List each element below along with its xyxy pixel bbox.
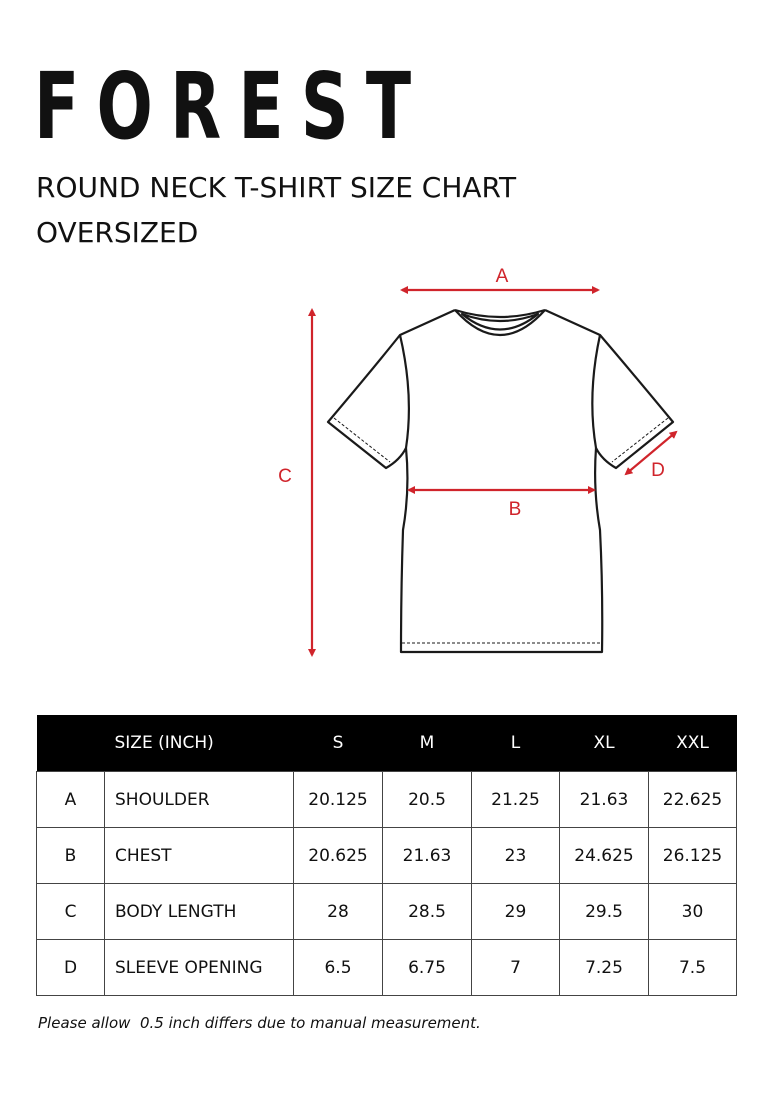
measurement-arrows (312, 290, 676, 655)
chart-title: ROUND NECK T-SHIRT SIZE CHART (36, 171, 517, 204)
cell-value: 28.5 (383, 884, 472, 940)
cell-value: 21.25 (472, 772, 560, 828)
row-code: C (37, 884, 105, 940)
label-d: D (651, 460, 665, 481)
header-size-s: S (294, 715, 383, 772)
cell-value: 28 (294, 884, 383, 940)
cell-value: 20.625 (294, 828, 383, 884)
measurement-disclaimer: Please allow 0.5 inch differs due to manual measurement. (38, 1014, 481, 1032)
table-row (37, 940, 737, 996)
header-code (37, 715, 105, 772)
cell-value: 29.5 (560, 884, 649, 940)
cell-value: 21.63 (560, 772, 649, 828)
row-measurement-name: CHEST (105, 828, 294, 884)
row-measurement-name: SLEEVE OPENING (105, 940, 294, 996)
size-table (36, 715, 737, 996)
tshirt-outline (328, 310, 673, 652)
cell-value: 30 (649, 884, 737, 940)
row-code: B (37, 828, 105, 884)
header-size-xl: XL (560, 715, 649, 772)
table-row (37, 828, 737, 884)
cell-value: 20.125 (294, 772, 383, 828)
cell-value: 29 (472, 884, 560, 940)
row-measurement-name: SHOULDER (105, 772, 294, 828)
cell-value: 26.125 (649, 828, 737, 884)
chart-fit-type: OVERSIZED (36, 216, 199, 249)
cell-value: 20.5 (383, 772, 472, 828)
label-c: C (278, 466, 292, 487)
row-code: A (37, 772, 105, 828)
tshirt-measurement-diagram (0, 250, 762, 670)
cell-value: 7.25 (560, 940, 649, 996)
brand-logo: FOREST (34, 53, 429, 160)
header-size-m: M (383, 715, 472, 772)
label-a: A (495, 266, 509, 287)
label-b: B (508, 499, 522, 520)
cell-value: 21.63 (383, 828, 472, 884)
row-code: D (37, 940, 105, 996)
table-row (37, 884, 737, 940)
cell-value: 6.5 (294, 940, 383, 996)
header-size-xxl: XXL (649, 715, 737, 772)
cell-value: 23 (472, 828, 560, 884)
row-measurement-name: BODY LENGTH (105, 884, 294, 940)
table-header-row (37, 715, 737, 772)
cell-value: 24.625 (560, 828, 649, 884)
table-row (37, 772, 737, 828)
cell-value: 7.5 (649, 940, 737, 996)
cell-value: 6.75 (383, 940, 472, 996)
cell-value: 22.625 (649, 772, 737, 828)
header-size-l: L (472, 715, 560, 772)
cell-value: 7 (472, 940, 560, 996)
header-size-label: SIZE (INCH) (105, 715, 294, 772)
